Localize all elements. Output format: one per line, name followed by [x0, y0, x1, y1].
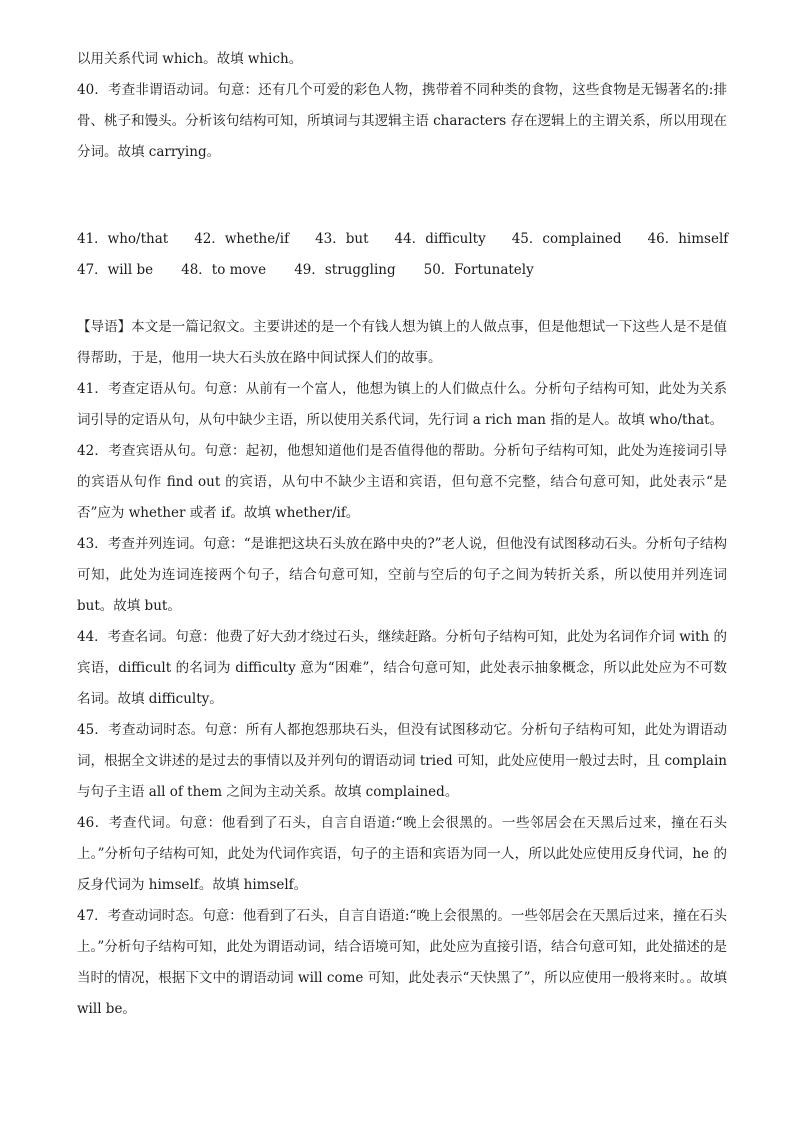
answer-item: 41．who/that [77, 231, 169, 247]
paragraph-item-43: 43．考查并列连词。句意：“是谁把这块石头放在路中央的?”老人说，但他没有试图移动石头。分析句子结构可知，此处为连词连接两个句子，结合句意可知，空前与空后的句子之间为转折关系，所以使用并列连词 but。故填 but。 [77, 536, 727, 614]
paragraph-continuation: 以用关系代词 which。故填 which。 [77, 51, 303, 67]
answer-row [77, 255, 727, 286]
answer-item: 49．struggling [294, 262, 396, 278]
paragraph-item-41: 41．考查定语从句。句意：从前有一个富人，他想为镇上的人们做点什么。分析句子结构可知，此处为关系词引导的定语从句，从句中缺少主语，所以使用关系代词，先行词 a rich man 指的是人。故填 who/that。 [77, 381, 727, 428]
answer-item: 42．whethe/if [194, 231, 290, 247]
paragraph-item-42: 42．考查宾语从句。句意：起初，他想知道他们是否值得他的帮助。分析句子结构可知，此处为连接词引导的宾语从句作 find out 的宾语，从句中不缺少主语和宾语，但句意不完整，结合句意可知，此处表示“是否”应为 whether 或者 if。故填 whether/if。 [77, 443, 727, 521]
paragraph-item-47: 47．考查动词时态。句意：他看到了石头，自言自语道:“晚上会很黑的。一些邻居会在天黑后过来，撞在石头上。”分析句子结构可知，此处为谓语动词，结合语境可知，此处应为直接引语，结合句意可知，此处描述的是当时的情况，根据下文中的谓语动词 will come 可知，此处表示“天快黑了”，所以应使用一般将来时。。故填 will be。 [77, 908, 727, 1017]
answer-item: 43．but [315, 231, 369, 247]
answer-item: 44．difficulty [394, 231, 486, 247]
main-section [77, 312, 727, 1025]
paragraph-item-46: 46．考查代词。句意：他看到了石头，自言自语道:“晚上会很黑的。一些邻居会在天黑后过来，撞在石头上。”分析句子结构可知，此处为代词作宾语，句子的主语和宾语为同一人，所以此处应使用反身代词，he 的反身代词为 himself。故填 himself。 [77, 815, 727, 893]
answer-item: 46．himself [647, 231, 729, 247]
paragraph-item-44: 44．考查名词。句意：他费了好大劲才绕过石头，继续赶路。分析句子结构可知，此处为名词作介词 with 的宾语，difficult 的名词为 difficulty 意为“困难”，结合句意可知，此处表示抽象概念，所以此处应为不可数名词。故填 difficulty。 [77, 629, 727, 707]
top-section [77, 44, 727, 168]
answer-item: 45．complained [511, 231, 622, 247]
paragraph-item-40: 40．考查非谓语动词。句意：还有几个可爱的彩色人物，携带着不同种类的食物，这些食物是无锡著名的:排骨、桃子和馒头。分析该句结构可知，所填词与其逻辑主语 characters 存在逻辑上的主谓关系，所以用现在分词。故填 carrying。 [77, 82, 727, 160]
answer-key [77, 224, 727, 286]
paragraph-intro: 【导语】本文是一篇记叙文。主要讲述的是一个有钱人想为镇上的人做点事，但是他想试一下这些人是不是值得帮助，于是，他用一块大石头放在路中间试探人们的故事。 [77, 319, 727, 366]
answer-item: 50．Fortunately [423, 262, 534, 278]
paragraph-item-45: 45．考查动词时态。句意：所有人都抱怨那块石头，但没有试图移动它。分析句子结构可知，此处为谓语动词，根据全文讲述的是过去的事情以及并列句的谓语动词 tried 可知，此处应使用一般过去时，且 complain 与句子主语 all of them 之间为主动关系。故填 complained。 [77, 722, 727, 800]
answer-row [77, 224, 727, 255]
answer-item: 48．to move [181, 262, 267, 278]
answer-item: 47．will be [77, 262, 154, 278]
